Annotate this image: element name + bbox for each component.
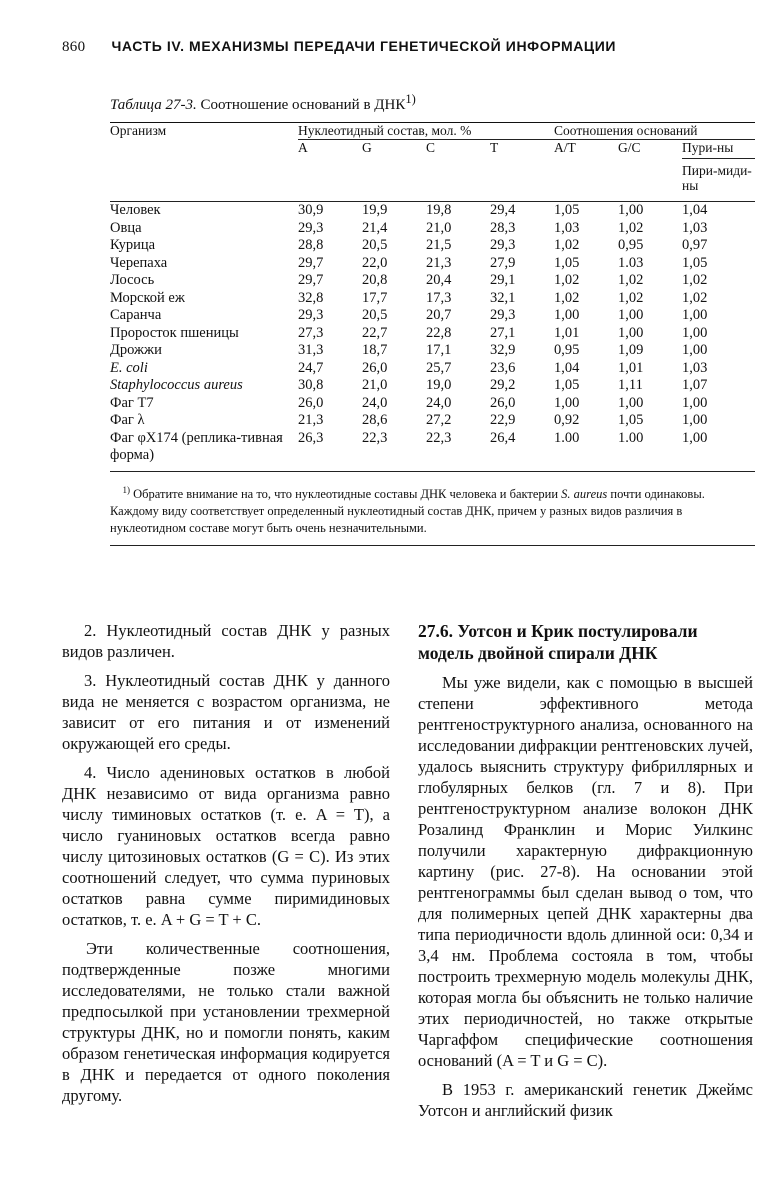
table-row [110, 412, 755, 430]
col-at: A/T [554, 140, 576, 155]
cell-organism: Человек [110, 202, 161, 218]
cell-pp: 0,97 [682, 237, 708, 253]
left-column [62, 620, 390, 1114]
cell-a: 30,8 [298, 377, 324, 393]
col-c: C [426, 140, 436, 155]
table-row [110, 377, 755, 395]
section-title: 27.6. Уотсон и Крик постулировали модель двойной спирали ДНК [418, 621, 698, 663]
cell-c: 27,2 [426, 412, 452, 428]
cell-c: 22,3 [426, 429, 452, 446]
table-caption [110, 92, 755, 114]
cell-pp: 1,00 [682, 429, 708, 446]
col-g: G [362, 140, 372, 155]
cell-a: 24,7 [298, 359, 324, 376]
cell-t: 29,3 [490, 307, 516, 323]
cell-t: 32,9 [490, 342, 516, 358]
cell-pp: 1,02 [682, 272, 708, 288]
cell-gc: 1,02 [618, 289, 644, 306]
table-row [110, 255, 755, 273]
cell-g: 24,0 [362, 394, 388, 411]
cell-t: 29,4 [490, 202, 516, 218]
list-item-4: 4. Число адениновых остатков в любой ДНК независимо от вида организма равно числу тиминовых остатков (т. е. A = T), а число гуаниновых остатков всегда равно числу цитозиновых остатков (G = C). Из этих соотношений следует, что сумма пуриновых остатков равна сумме пиримидиновых остатков, т. е. A + G = T + C. [62, 763, 390, 929]
cell-t: 32,1 [490, 289, 516, 306]
col-group-ratios: Соотношения оснований [554, 123, 755, 140]
base-ratio-table [110, 123, 755, 471]
table-body [110, 202, 755, 471]
cell-t: 26,4 [490, 429, 516, 446]
table-row [110, 430, 755, 471]
cell-g: 17,7 [362, 289, 388, 306]
cell-at: 1,02 [554, 237, 580, 253]
list-item-2: 2. Нуклеотидный состав ДНК у разных видов различен. [62, 621, 390, 661]
cell-at: 1,02 [554, 289, 580, 306]
section-paragraph-1: Мы уже видели, как с помощью в высшей степени эффективного метода рентгеноструктурного анализа, основанного на исследовании дифракции рентгеновских лучей, удалось выяснить структуру фибриллярных и глобулярных белков (гл. 7 и 8). При рентгеноструктурном анализе волокон ДНК Розалинд Франклин и Морис Уилкинс получили характерную дифракционную картину (рис. 27-8). На основании этой рентгенограммы был сделан вывод о том, что для полимерных цепей ДНК характерны два типа периодичности вдоль длинной оси: 0,34 и 3,4 нм. Проблема состояла в том, чтобы построить трехмерную модель молекулы ДНК, которая могла бы объяснить не только наличие этих периодичностей, но также открытые Чаргаффом специфические соотношения оснований (A = T и G = C). [418, 673, 753, 1070]
cell-g: 22,0 [362, 254, 388, 271]
table-caption-text: Соотношение оснований в ДНК [200, 97, 406, 113]
cell-g: 21,0 [362, 377, 388, 393]
cell-c: 24,0 [426, 394, 452, 411]
table-row [110, 342, 755, 360]
cell-a: 29,3 [298, 219, 324, 236]
table-row [110, 220, 755, 238]
footnote-species: S. aureus [561, 486, 608, 501]
table-row [110, 272, 755, 290]
cell-c: 25,7 [426, 359, 452, 376]
cell-at: 1,04 [554, 359, 580, 376]
table-row [110, 307, 755, 325]
cell-pp: 1,04 [682, 202, 708, 218]
cell-c: 20,4 [426, 272, 452, 288]
cell-pp: 1,03 [682, 219, 708, 236]
cell-a: 32,8 [298, 289, 324, 306]
right-column [418, 620, 753, 1129]
cell-at: 0,95 [554, 342, 580, 358]
col-pyrimidines: Пири-миди-ны [682, 163, 752, 193]
cell-g: 20,8 [362, 272, 388, 288]
cell-pp: 1,05 [682, 254, 708, 271]
cell-a: 26,3 [298, 429, 324, 446]
cell-pp: 1,02 [682, 289, 708, 306]
cell-pp: 1,00 [682, 342, 708, 358]
cell-g: 19,9 [362, 202, 388, 218]
cell-gc: 0,95 [618, 237, 644, 253]
cell-organism: Овца [110, 219, 142, 236]
cell-at: 1,05 [554, 202, 580, 218]
cell-a: 28,8 [298, 237, 324, 253]
running-title: ЧАСТЬ IV. МЕХАНИЗМЫ ПЕРЕДАЧИ ГЕНЕТИЧЕСКОЙ ИНФОРМАЦИИ [111, 38, 617, 54]
table-row [110, 237, 755, 255]
cell-gc: 1,05 [618, 412, 644, 428]
cell-t: 22,9 [490, 412, 516, 428]
cell-c: 21,3 [426, 254, 452, 271]
cell-at: 0,92 [554, 412, 580, 428]
table-row [110, 360, 755, 378]
cell-organism: Фаг φX174 (реплика-тивная форма) [110, 429, 283, 463]
page-number: 860 [62, 39, 86, 55]
cell-organism: Staphylococcus aureus [110, 377, 243, 393]
cell-g: 21,4 [362, 219, 388, 236]
cell-pp: 1,00 [682, 307, 708, 323]
col-organism: Организм [110, 123, 167, 138]
cell-a: 27,3 [298, 324, 324, 341]
cell-gc: 1,00 [618, 307, 644, 323]
cell-t: 27,9 [490, 254, 516, 271]
cell-at: 1,05 [554, 377, 580, 393]
section-paragraph-2: В 1953 г. американский генетик Джеймс Уотсон и английский физик [418, 1080, 753, 1120]
summary-paragraph: Эти количественные соотношения, подтвержденные позже многими исследователями, не только стали важной предпосылкой при установлении трехмерной структуры ДНК, но и помогли понять, каким образом генетическая информация кодируется в ДНК и передается от одного поколения другому. [62, 939, 390, 1105]
col-a: A [298, 140, 308, 155]
cell-gc: 1,09 [618, 342, 644, 358]
cell-a: 29,7 [298, 272, 324, 288]
footnote-text-2: почти одинаковы. Каждому виду соответствует определенный нуклеотидный состав ДНК, причем у разных видов различия в нуклеотидном составе могут быть очень незначительными. [110, 486, 705, 535]
list-item-3: 3. Нуклеотидный состав ДНК у данного вида не меняется с возрастом организма, не зависит от его питания и от изменений окружающей его среды. [62, 671, 390, 753]
cell-c: 19,8 [426, 202, 452, 218]
cell-pp: 1,07 [682, 377, 708, 393]
col-t: T [490, 140, 499, 155]
cell-c: 17,1 [426, 342, 452, 358]
cell-t: 29,1 [490, 272, 516, 288]
cell-a: 29,7 [298, 254, 324, 271]
cell-a: 30,9 [298, 202, 324, 218]
col-group-composition: Нуклеотидный состав, мол. % [298, 123, 554, 140]
cell-organism: Курица [110, 237, 156, 253]
cell-c: 17,3 [426, 289, 452, 306]
table-caption-note-mark: 1) [405, 92, 416, 106]
cell-t: 28,3 [490, 219, 516, 236]
cell-t: 29,2 [490, 377, 516, 393]
cell-gc: 1,02 [618, 272, 644, 288]
cell-t: 23,6 [490, 359, 516, 376]
cell-at: 1,03 [554, 219, 580, 236]
cell-gc: 1,00 [618, 394, 644, 411]
cell-gc: 1.00 [618, 429, 644, 446]
cell-at: 1,01 [554, 324, 580, 341]
cell-c: 20,7 [426, 307, 452, 323]
cell-gc: 1.03 [618, 254, 644, 271]
cell-at: 1,02 [554, 272, 580, 288]
cell-a: 26,0 [298, 394, 324, 411]
cell-g: 20,5 [362, 307, 388, 323]
cell-organism: Фаг Т7 [110, 394, 154, 411]
table-row [110, 395, 755, 413]
cell-pp: 1,00 [682, 412, 708, 428]
cell-a: 31,3 [298, 342, 324, 358]
cell-organism: Лосось [110, 272, 155, 288]
cell-a: 21,3 [298, 412, 324, 428]
footnote-text-1: Обратите внимание на то, что нуклеотидные составы ДНК человека и бактерии [133, 486, 559, 501]
col-purine-pyrimidine [682, 140, 755, 194]
col-gc: G/C [618, 140, 641, 155]
table-footnote [110, 472, 755, 545]
cell-t: 27,1 [490, 324, 516, 341]
cell-a: 29,3 [298, 307, 324, 323]
cell-gc: 1,02 [618, 219, 644, 236]
table-row [110, 202, 755, 220]
cell-at: 1,00 [554, 394, 580, 411]
cell-t: 26,0 [490, 394, 516, 411]
col-purines: Пури-ны [682, 140, 755, 159]
cell-gc: 1,00 [618, 202, 644, 218]
cell-g: 20,5 [362, 237, 388, 253]
cell-pp: 1,00 [682, 324, 708, 341]
cell-gc: 1,00 [618, 324, 644, 341]
table-caption-label: Таблица 27-3. [110, 97, 197, 113]
cell-pp: 1,00 [682, 394, 708, 411]
table-row [110, 290, 755, 308]
cell-g: 22,7 [362, 324, 388, 341]
cell-organism: E. coli [110, 359, 148, 376]
table-bottom-rule [110, 545, 755, 546]
table-block [110, 92, 755, 546]
cell-c: 21,0 [426, 219, 452, 236]
cell-organism: Морской еж [110, 289, 185, 306]
cell-at: 1,05 [554, 254, 580, 271]
cell-organism: Саранча [110, 307, 162, 323]
cell-at: 1,00 [554, 307, 580, 323]
cell-gc: 1,11 [618, 377, 643, 393]
cell-g: 22,3 [362, 429, 388, 446]
cell-g: 18,7 [362, 342, 388, 358]
table-row [110, 325, 755, 343]
cell-organism: Черепаха [110, 254, 168, 271]
cell-c: 22,8 [426, 324, 452, 341]
cell-pp: 1,03 [682, 359, 708, 376]
cell-at: 1.00 [554, 429, 580, 446]
cell-organism: Дрожжи [110, 342, 162, 358]
cell-c: 19,0 [426, 377, 452, 393]
cell-g: 26,0 [362, 359, 388, 376]
cell-t: 29,3 [490, 237, 516, 253]
page-header [62, 38, 742, 56]
footnote-mark: 1) [122, 484, 130, 495]
cell-g: 28,6 [362, 412, 388, 428]
cell-organism: Фаг λ [110, 412, 145, 428]
cell-gc: 1,01 [618, 359, 644, 376]
cell-c: 21,5 [426, 237, 452, 253]
cell-organism: Проросток пшеницы [110, 324, 239, 341]
